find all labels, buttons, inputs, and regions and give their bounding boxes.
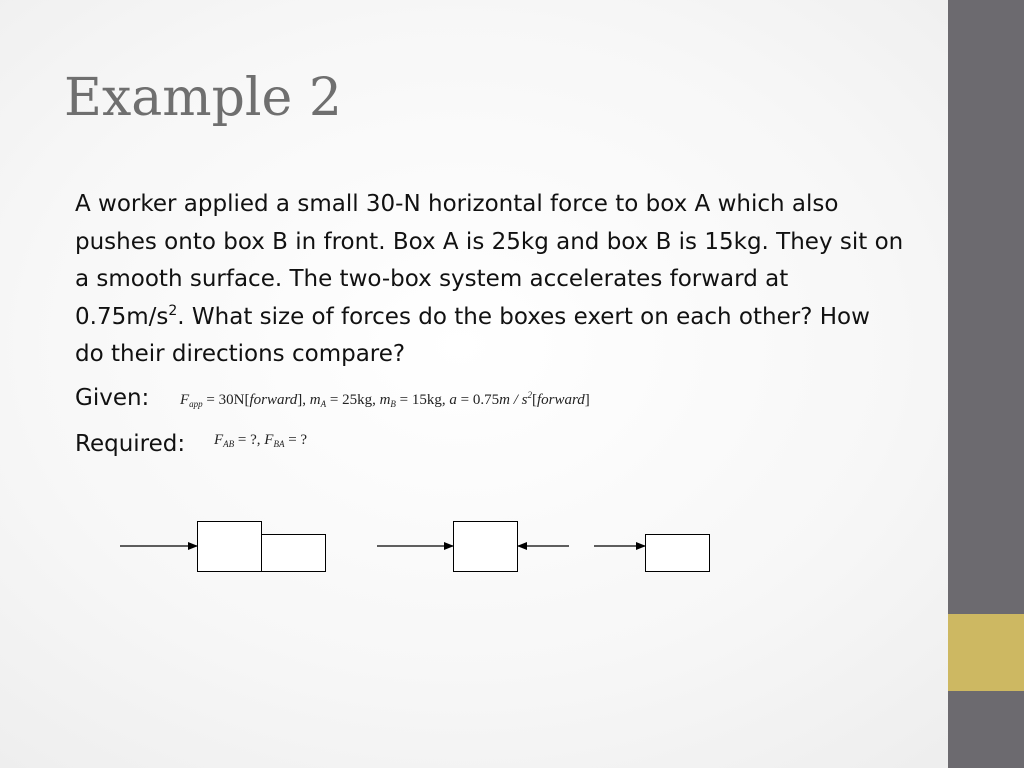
sidebar-accent-block [948,614,1024,691]
required-fba-subscript: BA [273,439,285,449]
required-fab-value: = ?, [234,432,265,448]
required-fab-subscript: AB [223,439,235,449]
problem-exponent: 2 [168,302,178,319]
given-force-subscript: app [189,399,203,409]
given-mass-b-symbol: m [379,392,391,408]
slide-title: Example 2 [64,68,342,128]
given-accel-symbol: a [449,392,457,408]
given-label: Given: [75,385,150,411]
box-b-free-body-diagram [594,535,710,572]
given-mass-a-value: = 25kg, [326,392,380,408]
problem-text-part1: A worker applied a small 30-N horizontal force to box A which also pushes onto box B in front. Box A is 25kg and box B is 15kg. They sit on a smooth surface. The two-box system accelerates forward at 0.75m/s [75,191,904,330]
problem-text-part2: . What size of forces do the boxes exert on each other? How do their directions compare? [75,303,870,367]
given-accel-bracket-open: [ [531,392,537,408]
given-force-end: ], [297,392,310,408]
box-a-free-body-diagram [377,522,569,572]
required-fba-symbol: F [264,432,274,448]
given-mass-a-symbol: m [309,392,321,408]
given-accel-value: = 0.75 [456,392,500,408]
given-force-symbol: F [180,392,190,408]
given-mass-b-subscript: B [390,399,396,409]
given-accel-exponent: 2 [527,390,532,400]
box-a-alone [454,522,518,572]
required-fab-symbol: F [214,432,224,448]
given-accel-unit: m / s [499,392,528,408]
box-b-alone [646,535,710,572]
given-force-value: = 30N[ [202,392,250,408]
given-accel-direction: forward [536,392,585,408]
required-label: Required: [75,431,186,457]
box-a [198,522,262,572]
box-b [262,535,326,572]
given-mass-b-value: = 15kg, [395,392,450,408]
system-diagram [120,522,326,572]
given-force-direction: forward [249,392,298,408]
required-fba-value: = ? [284,432,308,448]
given-accel-bracket-close: ] [584,392,590,408]
given-mass-a-subscript: A [320,399,327,409]
